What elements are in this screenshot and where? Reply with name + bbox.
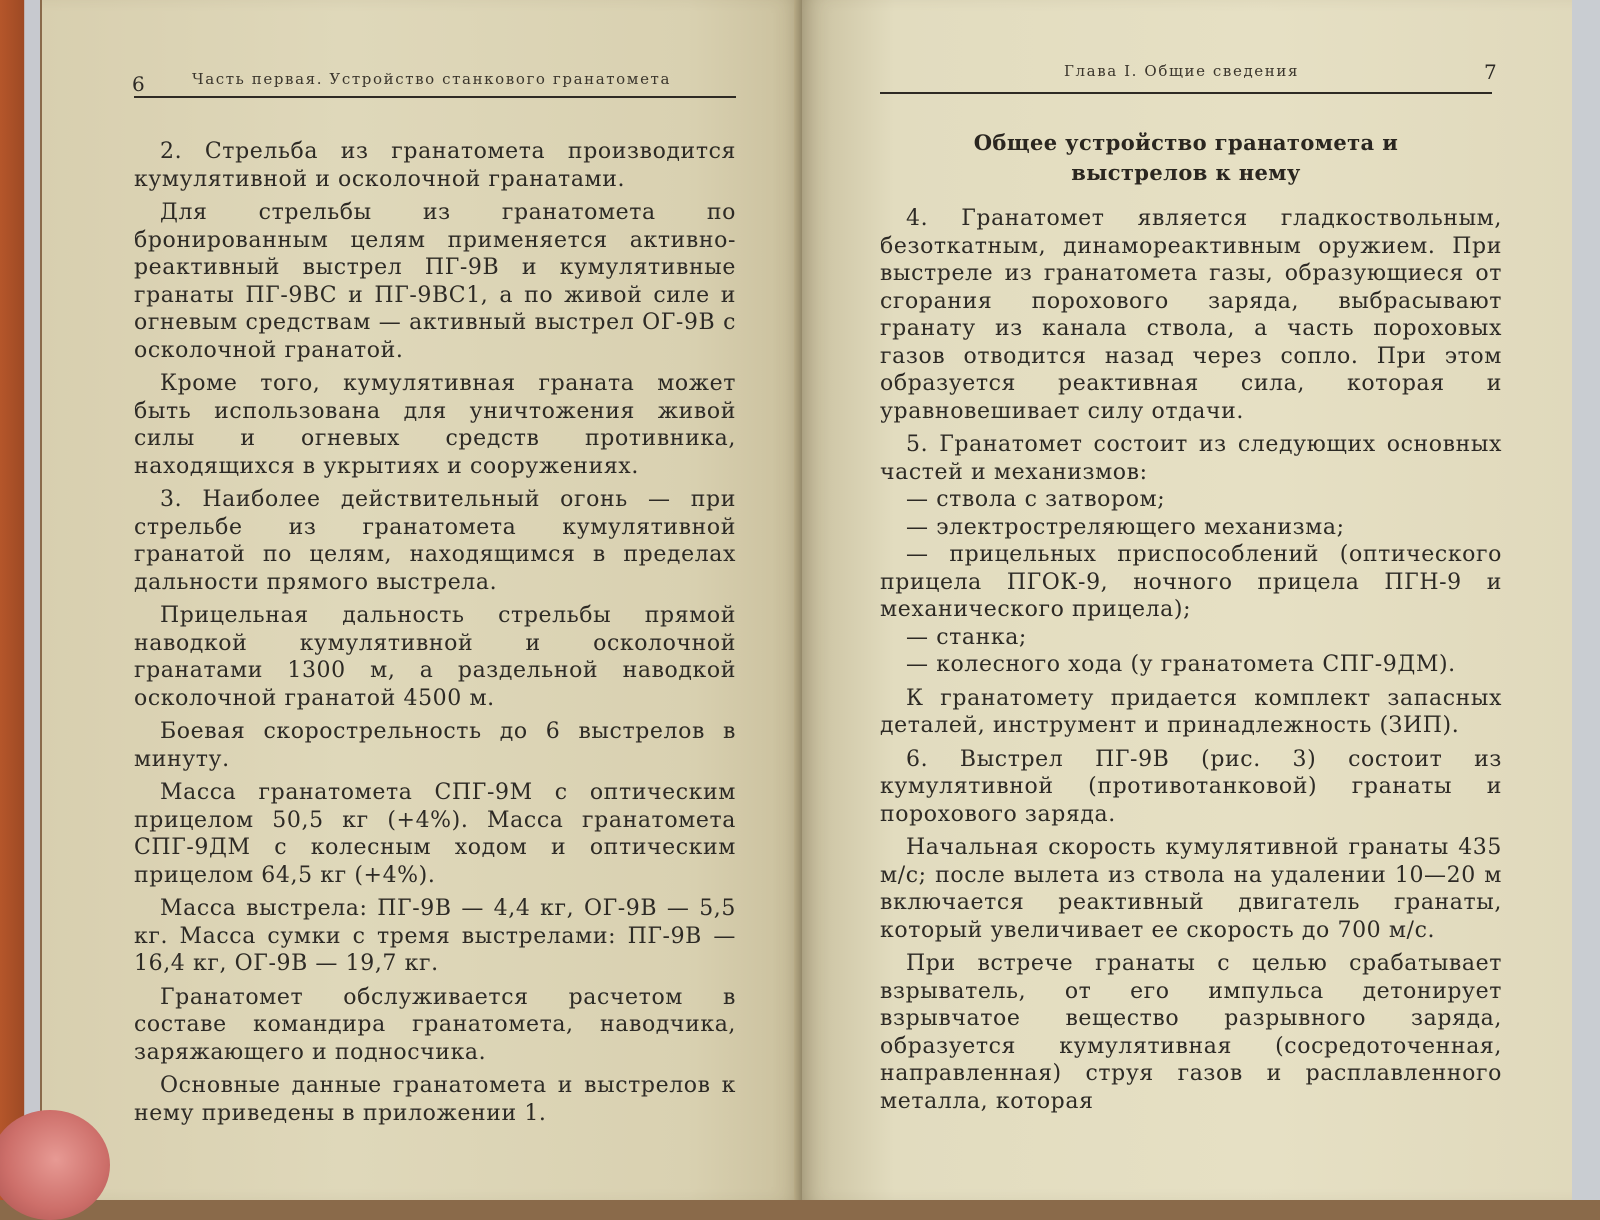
- paragraph: К гранатомету придается комплект запасных деталей, инструмент и принадлежность (ЗИП).: [880, 685, 1502, 738]
- left-running-head: Часть первая. Устройство станкового гранатомета: [192, 70, 671, 88]
- paragraph: Боевая скорострельность до 6 выстрелов в минуту.: [134, 719, 736, 772]
- list-item: — станка;: [906, 624, 1027, 650]
- list-item: — прицельных приспособлений (оптического прицела ПГОК-9, ночного прицела ПГН-9 и механического прицела);: [880, 542, 1502, 622]
- right-running-head: Глава I. Общие сведения: [1064, 62, 1300, 80]
- paragraph: При встрече гранаты с целью срабатывает взрыватель, от его импульса детонирует взрывчатое вещество разрывного заряда, образуется кумулятивная (сосредоточенная, направленная) струя газов и расплавленного металла, которая: [880, 951, 1502, 1114]
- right-header-rule: [880, 92, 1492, 94]
- paragraph: Начальная скорость кумулятивной гранаты 435 м/с; после вылета из ствола на удалении 10—20 м включается реактивный двигатель гранаты, который увеличивает ее скорость до 700 м/с.: [880, 835, 1502, 943]
- paragraph: 2. Стрельба из гранатомета производится кумулятивной и осколочной гранатами.: [134, 139, 736, 192]
- paragraph: Гранатомет обслуживается расчетом в составе командира гранатомета, наводчика, заряжающего и подносчика.: [134, 984, 736, 1065]
- paragraph: Для стрельбы из гранатомета по бронированным целям применяется активно-реактивный выстрел ПГ-9В и кумулятивные гранаты ПГ-9ВС и ПГ-9ВС1, а по живой силе и огневым средствам — активный выстрел ОГ-9В с осколочной гранатой.: [134, 200, 736, 363]
- section-heading-line: Общее устройство гранатомета и: [973, 130, 1399, 155]
- list-item: — ствола с затвором;: [906, 487, 1166, 512]
- list-item: — электростреляющего механизма;: [906, 514, 1345, 540]
- paragraph: 5. Гранатомет состоит из следующих основных частей и механизмов:: [880, 432, 1502, 485]
- left-page: [42, 0, 802, 1200]
- paragraph: Прицельная дальность стрельбы прямой наводкой кумулятивной и осколочной гранатами 1300 м, а раздельной наводкой осколочной гранатой 4500 м.: [134, 603, 736, 711]
- list-item: — колесного хода (у гранатомета СПГ-9ДМ).: [906, 652, 1456, 677]
- paragraph: Масса выстрела: ПГ-9В — 4,4 кг, ОГ-9В — 5,5 кг. Масса сумки с тремя выстрелами: ПГ-9В — 16,4 кг, ОГ-9В — 19,7 кг.: [134, 896, 736, 976]
- right-text-block: [880, 205, 1502, 1121]
- right-page-number: 7: [1484, 60, 1497, 84]
- paragraph: 4. Гранатомет является гладкоствольным, безоткатным, динамореактивным оружием. При выстреле из гранатомета газы, образующиеся от сгорания порохового заряда, выбрасывают гранату из канала ствола, а часть пороховых газов отводится назад через сопло. При этом образуется реактивная сила, которая и уравновешивает силу отдачи.: [880, 206, 1502, 424]
- left-header-rule: [134, 96, 736, 98]
- paragraph: Масса гранатомета СПГ-9М с оптическим прицелом 50,5 кг (+4%). Масса гранатомета СПГ-9ДМ с колесным ходом и оптическим прицелом 64,5 кг (+4%).: [134, 780, 736, 888]
- paragraph: 3. Наиболее действительный огонь — при стрельбе из гранатомета кумулятивной гранатой по целям, находящимся в пределах дальности прямого выстрела.: [134, 487, 736, 595]
- left-page-number: 6: [132, 72, 145, 96]
- section-heading-line: выстрелов к нему: [1071, 160, 1301, 185]
- finger-holding-book: [0, 1110, 110, 1220]
- paragraph: Кроме того, кумулятивная граната может быть использована для уничтожения живой силы и огневых средств противника, находящихся в укрытиях и сооружениях.: [134, 371, 736, 479]
- section-heading: [880, 128, 1492, 188]
- paragraph: Основные данные гранатомета и выстрелов к нему приведены в приложении 1.: [134, 1073, 736, 1126]
- open-book: [32, 0, 1572, 1200]
- left-text-block: [134, 138, 736, 1133]
- right-page: [802, 0, 1572, 1200]
- paragraph: 6. Выстрел ПГ-9В (рис. 3) состоит из кумулятивной (противотанковой) гранаты и порохового заряда.: [880, 746, 1502, 827]
